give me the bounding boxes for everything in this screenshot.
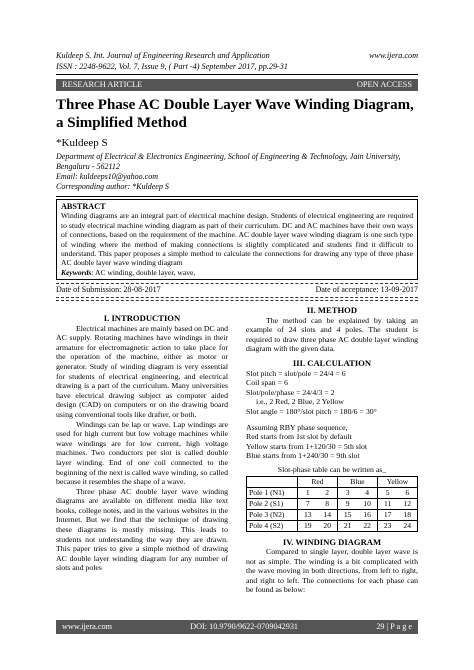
calc-line-1: Slot pitch = slot/pole = 24/4 = 6 bbox=[246, 368, 346, 378]
department: Department of Electrical & Electronics Engineering, School of Engineering & Technology, Jain University, Bengaluru - 562112 bbox=[56, 152, 401, 171]
journal-url[interactable]: www.ijera.com bbox=[369, 51, 418, 60]
method-heading: II. METHOD bbox=[306, 305, 358, 315]
paper-title: Three Phase AC Double Layer Wave Winding Diagram, a Simplified Method bbox=[56, 97, 414, 131]
table-header-cell: Yellow bbox=[377, 476, 417, 487]
author-name: *Kuldeep S bbox=[56, 137, 108, 149]
article-type: RESEARCH ARTICLE bbox=[62, 80, 143, 89]
table-header-cell: Blue bbox=[337, 476, 377, 487]
table-caption: Slot-phase table can be written as_ bbox=[277, 464, 387, 474]
table-cell: 21 bbox=[337, 520, 357, 531]
abstract-heading: ABSTRACT bbox=[61, 202, 106, 211]
table-cell: 22 bbox=[357, 520, 377, 531]
table-cell: 13 bbox=[298, 509, 318, 520]
acceptance-date: Date of acceptance: 13-09-2017 bbox=[315, 285, 418, 294]
table-row bbox=[247, 487, 418, 498]
slot-phase-table bbox=[246, 476, 418, 532]
table-cell: 4 bbox=[357, 487, 377, 498]
table-header-cell: Red bbox=[298, 476, 338, 487]
running-header bbox=[56, 50, 418, 72]
table-cell: 19 bbox=[298, 520, 318, 531]
abstract-top-rule bbox=[56, 196, 418, 197]
footer-url[interactable]: www.ijera.com bbox=[62, 622, 112, 631]
affiliation bbox=[56, 152, 418, 192]
journal-citation: Kuldeep S. Int. Journal of Engineering Research and Application bbox=[56, 51, 270, 60]
table-cell: 2 bbox=[317, 487, 337, 498]
table-cell: 18 bbox=[397, 509, 417, 520]
method-paragraph: The method can be explained by taking an example of 24 slots and 4 poles. The student is required to draw three phase AC double layer winding diagram with the given data. bbox=[246, 315, 418, 354]
table-header-cell bbox=[247, 476, 298, 487]
table-row bbox=[247, 509, 418, 520]
table-cell: 15 bbox=[337, 509, 357, 520]
table-cell: 1 bbox=[298, 487, 318, 498]
left-column bbox=[56, 314, 228, 573]
right-column bbox=[246, 306, 418, 595]
intro-paragraph-1: Electrical machines are mainly based on DC and AC supply. Rotating machines have windings in their armature for electromagnetic action to take place for the operation of the machine, either as motor or generator. Study of winding diagram is very essential for students of electrical engineering, and electrical drawing is a part of the curriculum. Many universities have electrical drawing subject as computer aided design (CAD) on computers or on the drawing board using conventional tools like drafter, or both. bbox=[56, 323, 228, 419]
calc-heading: III. CALCULATION bbox=[292, 357, 372, 368]
assume-line-2: Red starts from 1st slot by default bbox=[246, 432, 352, 442]
intro-paragraph-3: Three phase AC double layer wave winding diagrams are available on different media like text books, college notes, and in the various websites in the Internet. But we find that the technique of drawing these diagrams is mostly missing. This leads to students not understanding the way they are drawn. This paper tries to give a simple method of drawing AC double layer winding diagram for any number of slots and poles bbox=[56, 486, 228, 573]
issn-line: ISSN : 2248-9622, Vol. 7, Issue 9, ( Part -4) September 2017, pp.29-31 bbox=[56, 62, 288, 71]
article-type-bar bbox=[56, 79, 418, 91]
table-cell: 3 bbox=[337, 487, 357, 498]
footer-doi[interactable]: DOI: 10.9790/9622-0709042931 bbox=[190, 622, 299, 631]
email: Email: kuldeeps10@yahoo.com bbox=[56, 172, 158, 181]
table-cell: Pole 2 (S1) bbox=[247, 498, 298, 509]
corresponding-author: Corresponding author: *Kuldeep S bbox=[56, 182, 169, 191]
keywords bbox=[61, 268, 413, 277]
table-cell: 23 bbox=[377, 520, 397, 531]
keywords-list: : AC winding, double layer, wave, bbox=[91, 267, 196, 277]
dates-row bbox=[56, 285, 418, 294]
header-rule bbox=[56, 74, 418, 75]
table-cell: 5 bbox=[377, 487, 397, 498]
assume-line-4: Blue starts from 1+240/30 = 9th slot bbox=[246, 451, 360, 461]
calc-line-3: Slot/pole/phase = 24/4/3 = 2 bbox=[246, 387, 335, 397]
calc-line-4: i.e., 2 Red, 2 Blue, 2 Yellow bbox=[256, 397, 344, 407]
table-cell: 20 bbox=[317, 520, 337, 531]
page-number: 29 | P a g e bbox=[376, 622, 412, 631]
intro-heading: I. INTRODUCTION bbox=[103, 313, 181, 323]
calc-line-5: Slot angle = 180°/slot pitch = 180/6 = 30° bbox=[246, 406, 377, 416]
intro-paragraph-2: Windings can be lap or wave. Lap windings are used for high current but low voltage machines while wave windings are for low current, high voltage machines. Two conductors per slot is called double layer winding. End of one coil connected to the beginning of the next is called wave winding, so called because it resembles the shape of a wave. bbox=[56, 419, 228, 487]
dates-mid-rule bbox=[56, 297, 418, 298]
calc-line-2: Coil span = 6 bbox=[246, 378, 288, 388]
table-cell: 9 bbox=[337, 498, 357, 509]
table-cell: 6 bbox=[397, 487, 417, 498]
dates-bottom-rule bbox=[56, 300, 418, 301]
winding-heading: IV. WINDING DIAGRAM bbox=[282, 536, 382, 547]
submission-date: Date of Submission: 28-08-2017 bbox=[56, 285, 161, 294]
assume-line-3: Yellow starts from 1+120/30 = 5th slot bbox=[246, 441, 368, 451]
table-cell: 17 bbox=[377, 509, 397, 520]
table-cell: 16 bbox=[357, 509, 377, 520]
abstract-box bbox=[56, 199, 418, 280]
table-header-row bbox=[247, 476, 418, 487]
table-row bbox=[247, 520, 418, 531]
table-row bbox=[247, 498, 418, 509]
table-cell: 11 bbox=[377, 498, 397, 509]
table-cell: 14 bbox=[317, 509, 337, 520]
abstract-text: Winding diagrams are an integral part of electrical machine design. Students of electrical engineering are required to study electrical machine winding diagram as part of their curriculum. DC and AC machines have their own ways of connections, based on the requirement of the machine. AC double layer wave winding diagram is one such type of winding where the method of making connections is slightly complicated and students find it difficult to understand. This paper proposes a simple method to calculate the connections for drawing any type of three phase AC double layer wave winding diagram bbox=[61, 211, 413, 268]
table-cell: 8 bbox=[317, 498, 337, 509]
dates-top-rule bbox=[56, 283, 418, 284]
table-cell: 24 bbox=[397, 520, 417, 531]
table-cell: 12 bbox=[397, 498, 417, 509]
table-cell: 10 bbox=[357, 498, 377, 509]
assume-line-1: Assuming RBY phase sequence, bbox=[246, 422, 348, 432]
table-cell: 7 bbox=[298, 498, 318, 509]
keywords-label: Keywords bbox=[61, 267, 92, 277]
winding-paragraph: Compared to single layer, double layer wave is not as simple. The winding is a bit complicated with the wave moving in both directions, from left to right, and right to left. The connections for each phase can be found as below: bbox=[246, 547, 418, 595]
table-cell: Pole 3 (N2) bbox=[247, 509, 298, 520]
access-label: OPEN ACCESS bbox=[356, 80, 412, 89]
page-footer bbox=[56, 620, 418, 634]
table-cell: Pole 1 (N1) bbox=[247, 487, 298, 498]
table-cell: Pole 4 (S2) bbox=[247, 520, 298, 531]
